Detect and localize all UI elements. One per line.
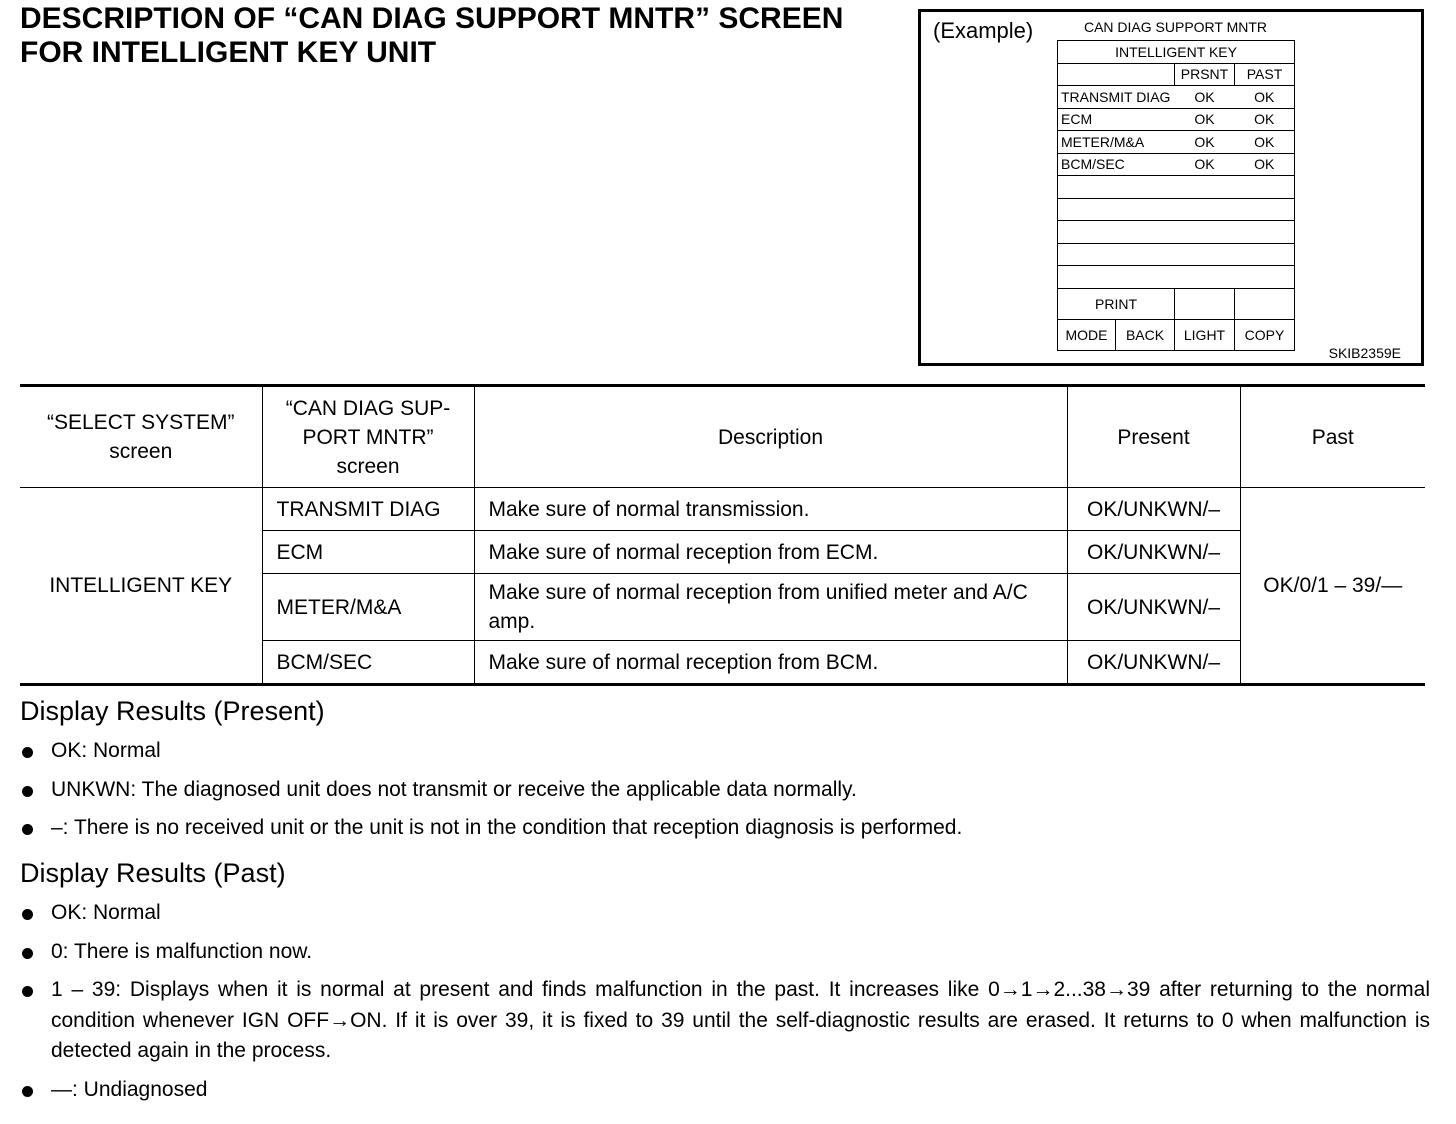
example-row-past: OK [1235, 153, 1295, 176]
present-results-section [20, 694, 1430, 844]
list-item-text: 1 – 39: Displays when it is normal at present and finds malfunction in the past. It increases like 0→1→2...38→39 after returning to the normal condition whenever IGN OFF→ON. If it is over 39, it is fixed to 39 until the self-diagnostic results are erased. It returns to 0 when malfunction is detected again in the process. [51, 978, 1430, 1062]
example-screen-title: CAN DIAG SUPPORT MNTR [1083, 19, 1268, 35]
list-item-text: OK: Normal [51, 901, 161, 924]
past-results-section [20, 856, 1430, 1105]
example-blank-cell [1235, 288, 1295, 319]
present-results-heading: Display Results (Present) [20, 696, 325, 726]
example-empty-row [1058, 266, 1295, 289]
page-title-line-2: FOR INTELLIGENT KEY UNIT [20, 36, 437, 69]
list-item-text: 0: There is malfunction now. [51, 939, 313, 963]
list-item [20, 736, 1430, 767]
example-print-button: PRINT [1058, 288, 1175, 319]
bullet-icon [22, 786, 33, 797]
example-row-name: ECM [1058, 108, 1175, 131]
example-row-past: OK [1235, 131, 1295, 154]
present-cell: OK/UNKWN/– [1067, 531, 1240, 574]
example-empty-row [1058, 243, 1295, 266]
bullet-icon [22, 986, 33, 997]
example-row-name: METER/M&A [1058, 131, 1175, 154]
list-item [20, 813, 1430, 844]
header-present: Present [1067, 386, 1240, 488]
list-item [20, 898, 1430, 929]
example-unit: INTELLIGENT KEY [1058, 41, 1295, 64]
example-col-past: PAST [1235, 63, 1295, 86]
example-label: (Example) [933, 18, 1034, 43]
example-light-button: LIGHT [1175, 319, 1235, 350]
example-row-name: BCM/SEC [1058, 153, 1175, 176]
present-cell: OK/UNKWN/– [1067, 488, 1240, 531]
list-item-text: —: Undiagnosed [51, 1077, 208, 1101]
example-screen-figure [918, 9, 1424, 366]
description-cell: Make sure of normal reception from BCM. [474, 641, 1067, 685]
example-row-present: OK [1175, 131, 1235, 154]
system-cell: INTELLIGENT KEY [20, 488, 262, 685]
page-title-line-1: DESCRIPTION OF “CAN DIAG SUPPORT MNTR” SCREEN [20, 2, 844, 35]
example-empty-row [1058, 221, 1295, 244]
present-results-list [20, 736, 1430, 844]
description-cell: Make sure of normal transmission. [474, 488, 1067, 531]
present-cell: OK/UNKWN/– [1067, 574, 1240, 641]
example-col-present: PRSNT [1175, 63, 1235, 86]
list-item [20, 975, 1430, 1067]
bullet-icon [22, 1086, 33, 1097]
example-row-present: OK [1175, 153, 1235, 176]
list-item [20, 937, 1430, 968]
table-row [20, 488, 1425, 531]
can-diag-table [20, 384, 1425, 686]
list-item-text: –: There is no received unit or the unit is not in the condition that reception diagnosis is performed. [51, 816, 963, 839]
header-select-system: “SELECT SYSTEM” screen [20, 386, 262, 488]
item-cell: TRANSMIT DIAG [262, 488, 474, 531]
bullet-icon [22, 909, 33, 920]
example-mode-button: MODE [1058, 319, 1116, 350]
example-row-present: OK [1175, 86, 1235, 109]
example-copy-button: COPY [1235, 319, 1295, 350]
example-screen-table [1057, 40, 1295, 351]
example-back-button: BACK [1116, 319, 1175, 350]
bullet-icon [22, 824, 33, 835]
item-cell: ECM [262, 531, 474, 574]
example-empty-row [1058, 198, 1295, 221]
past-results-list [20, 898, 1430, 1105]
page-title [20, 2, 910, 70]
description-cell: Make sure of normal reception from ECM. [474, 531, 1067, 574]
example-row-present: OK [1175, 108, 1235, 131]
description-cell: Make sure of normal reception from unified meter and A/C amp. [474, 574, 1067, 641]
list-item-text: OK: Normal [51, 739, 161, 762]
header-past: Past [1240, 386, 1425, 488]
list-item [20, 775, 1430, 806]
list-item [20, 1075, 1430, 1106]
example-row-past: OK [1235, 86, 1295, 109]
item-cell: METER/M&A [262, 574, 474, 641]
example-blank-cell [1175, 288, 1235, 319]
bullet-icon [22, 948, 33, 959]
past-cell: OK/0/1 – 39/— [1240, 488, 1425, 685]
header-description: Description [474, 386, 1067, 488]
example-empty-row [1058, 176, 1295, 199]
past-results-heading: Display Results (Past) [20, 858, 286, 888]
header-can-diag: “CAN DIAG SUP-PORT MNTR” screen [262, 386, 474, 488]
example-row-name: TRANSMIT DIAG [1058, 86, 1175, 109]
example-blank-header [1058, 63, 1175, 86]
figure-id: SKIB2359E [1328, 345, 1401, 361]
item-cell: BCM/SEC [262, 641, 474, 685]
present-cell: OK/UNKWN/– [1067, 641, 1240, 685]
list-item-text: UNKWN: The diagnosed unit does not transmit or receive the applicable data normally. [51, 777, 857, 801]
bullet-icon [22, 747, 33, 758]
example-row-past: OK [1235, 108, 1295, 131]
